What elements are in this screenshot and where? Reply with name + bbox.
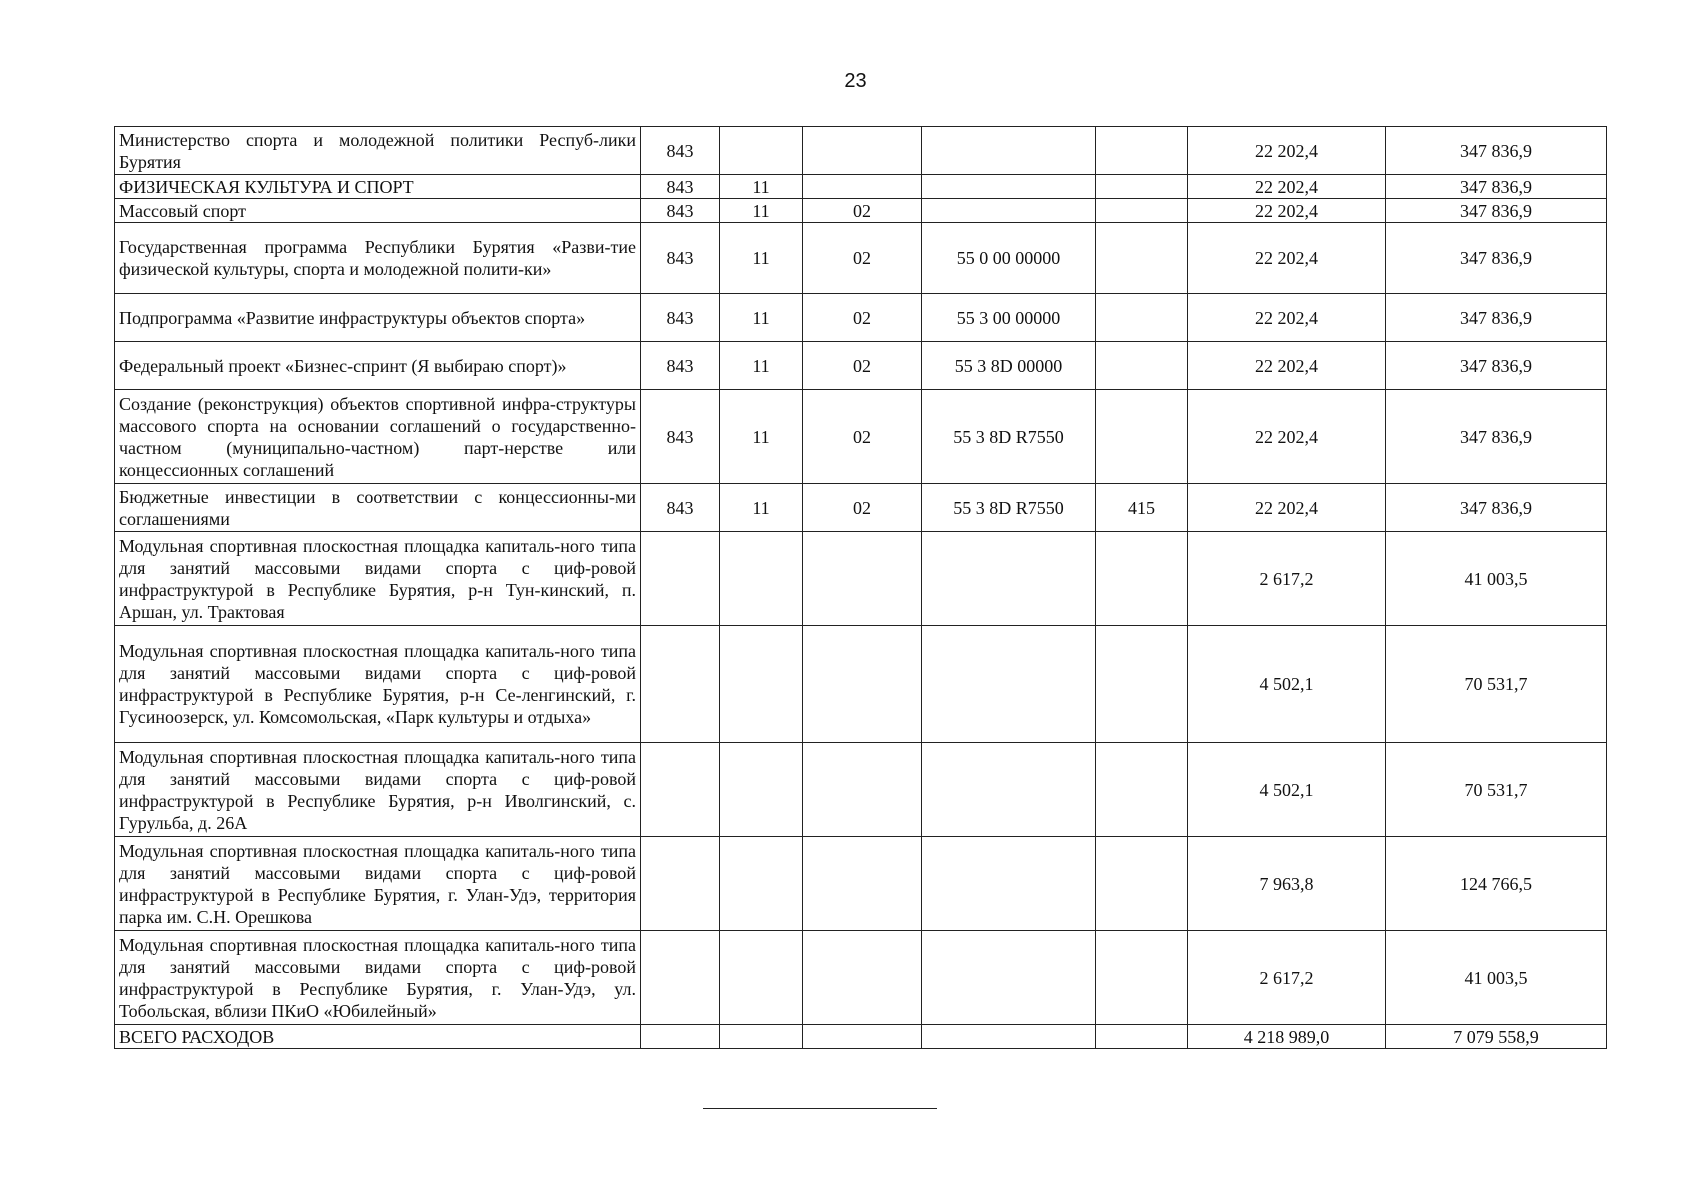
ministry-code: 843 xyxy=(641,199,720,223)
target-article-code: 55 3 8D R7550 xyxy=(922,484,1096,532)
expense-type-code xyxy=(1096,199,1188,223)
table-row xyxy=(115,342,1607,390)
target-article-code: 55 0 00 00000 xyxy=(922,223,1096,294)
row-name: Модульная спортивная плоскостная площадка капиталь-ного типа для занятий массовыми видами спорта с циф-ровой инфраструктурой в Республике Бурятия, р-н Тун-кинский, п. Аршан, ул. Трактовая xyxy=(115,532,641,626)
subsection-code: 02 xyxy=(803,484,922,532)
amount-1: 22 202,4 xyxy=(1188,127,1386,175)
ministry-code xyxy=(641,1025,720,1049)
expense-type-code xyxy=(1096,175,1188,199)
subsection-code xyxy=(803,127,922,175)
table-row xyxy=(115,484,1607,532)
subsection-code xyxy=(803,743,922,837)
expense-type-code xyxy=(1096,931,1188,1025)
target-article-code xyxy=(922,743,1096,837)
ministry-code xyxy=(641,837,720,931)
target-article-code xyxy=(922,931,1096,1025)
target-article-code xyxy=(922,837,1096,931)
amount-2: 347 836,9 xyxy=(1386,294,1607,342)
section-code: 11 xyxy=(720,175,803,199)
subsection-code xyxy=(803,626,922,743)
table-row xyxy=(115,294,1607,342)
expense-type-code xyxy=(1096,294,1188,342)
subsection-code: 02 xyxy=(803,223,922,294)
ministry-code: 843 xyxy=(641,294,720,342)
section-code: 11 xyxy=(720,199,803,223)
budget-table xyxy=(114,126,1607,1049)
table-row xyxy=(115,931,1607,1025)
row-name: Массовый спорт xyxy=(115,199,641,223)
expense-type-code xyxy=(1096,532,1188,626)
section-code xyxy=(720,532,803,626)
ministry-code xyxy=(641,743,720,837)
table-row xyxy=(115,223,1607,294)
section-code xyxy=(720,743,803,837)
target-article-code: 55 3 00 00000 xyxy=(922,294,1096,342)
table-row xyxy=(115,199,1607,223)
row-name: Модульная спортивная плоскостная площадка капиталь-ного типа для занятий массовыми видами спорта с циф-ровой инфраструктурой в Республике Бурятия, р-н Се-ленгинский, г. Гусиноозерск, ул. Комсомольская, «Парк культуры и отдыха» xyxy=(115,626,641,743)
subsection-code: 02 xyxy=(803,294,922,342)
amount-2: 347 836,9 xyxy=(1386,199,1607,223)
table-row xyxy=(115,743,1607,837)
footer-separator-line xyxy=(703,1108,937,1109)
amount-2: 41 003,5 xyxy=(1386,931,1607,1025)
ministry-code: 843 xyxy=(641,223,720,294)
subsection-code xyxy=(803,532,922,626)
subsection-code xyxy=(803,931,922,1025)
amount-2: 347 836,9 xyxy=(1386,390,1607,484)
table-row xyxy=(115,127,1607,175)
amount-1: 22 202,4 xyxy=(1188,175,1386,199)
expense-type-code xyxy=(1096,390,1188,484)
amount-2: 347 836,9 xyxy=(1386,127,1607,175)
amount-1: 2 617,2 xyxy=(1188,532,1386,626)
amount-1: 7 963,8 xyxy=(1188,837,1386,931)
row-name: Министерство спорта и молодежной политики Респуб-лики Бурятия xyxy=(115,127,641,175)
section-code: 11 xyxy=(720,390,803,484)
amount-2: 347 836,9 xyxy=(1386,175,1607,199)
row-name: Создание (реконструкция) объектов спортивной инфра-структуры массового спорта на основании соглашений о государственно-частном (муниципально-частном) парт-нерстве или концессионных соглашений xyxy=(115,390,641,484)
expense-type-code xyxy=(1096,743,1188,837)
target-article-code: 55 3 8D 00000 xyxy=(922,342,1096,390)
subsection-code xyxy=(803,837,922,931)
target-article-code xyxy=(922,127,1096,175)
ministry-code: 843 xyxy=(641,484,720,532)
expense-type-code xyxy=(1096,342,1188,390)
amount-1: 4 502,1 xyxy=(1188,626,1386,743)
target-article-code xyxy=(922,1025,1096,1049)
subsection-code: 02 xyxy=(803,199,922,223)
expense-type-code xyxy=(1096,127,1188,175)
section-code xyxy=(720,626,803,743)
table-row xyxy=(115,1025,1607,1049)
ministry-code: 843 xyxy=(641,390,720,484)
amount-2: 347 836,9 xyxy=(1386,223,1607,294)
row-name: ВСЕГО РАСХОДОВ xyxy=(115,1025,641,1049)
amount-1: 22 202,4 xyxy=(1188,199,1386,223)
amount-1: 22 202,4 xyxy=(1188,294,1386,342)
section-code xyxy=(720,127,803,175)
ministry-code xyxy=(641,626,720,743)
ministry-code: 843 xyxy=(641,342,720,390)
subsection-code xyxy=(803,1025,922,1049)
section-code: 11 xyxy=(720,223,803,294)
table-row xyxy=(115,837,1607,931)
subsection-code: 02 xyxy=(803,390,922,484)
ministry-code: 843 xyxy=(641,175,720,199)
target-article-code xyxy=(922,532,1096,626)
amount-2: 70 531,7 xyxy=(1386,626,1607,743)
row-name: Модульная спортивная плоскостная площадка капиталь-ного типа для занятий массовыми видами спорта с циф-ровой инфраструктурой в Республике Бурятия, г. Улан-Удэ, территория парка им. С.Н. Орешкова xyxy=(115,837,641,931)
table-row xyxy=(115,390,1607,484)
amount-1: 22 202,4 xyxy=(1188,390,1386,484)
amount-1: 22 202,4 xyxy=(1188,342,1386,390)
amount-1: 22 202,4 xyxy=(1188,223,1386,294)
table-row xyxy=(115,626,1607,743)
expense-type-code: 415 xyxy=(1096,484,1188,532)
amount-2: 347 836,9 xyxy=(1386,484,1607,532)
section-code xyxy=(720,931,803,1025)
amount-1: 22 202,4 xyxy=(1188,484,1386,532)
row-name: Федеральный проект «Бизнес-спринт (Я выбираю спорт)» xyxy=(115,342,641,390)
table-row xyxy=(115,532,1607,626)
subsection-code xyxy=(803,175,922,199)
subsection-code: 02 xyxy=(803,342,922,390)
amount-2: 70 531,7 xyxy=(1386,743,1607,837)
row-name: ФИЗИЧЕСКАЯ КУЛЬТУРА И СПОРТ xyxy=(115,175,641,199)
row-name: Бюджетные инвестиции в соответствии с концессионны-ми соглашениями xyxy=(115,484,641,532)
expense-type-code xyxy=(1096,1025,1188,1049)
row-name: Подпрограмма «Развитие инфраструктуры объектов спорта» xyxy=(115,294,641,342)
target-article-code xyxy=(922,199,1096,223)
amount-2: 7 079 558,9 xyxy=(1386,1025,1607,1049)
section-code: 11 xyxy=(720,484,803,532)
target-article-code: 55 3 8D R7550 xyxy=(922,390,1096,484)
ministry-code xyxy=(641,931,720,1025)
amount-2: 41 003,5 xyxy=(1386,532,1607,626)
section-code: 11 xyxy=(720,294,803,342)
expense-type-code xyxy=(1096,223,1188,294)
amount-2: 347 836,9 xyxy=(1386,342,1607,390)
section-code: 11 xyxy=(720,342,803,390)
target-article-code xyxy=(922,626,1096,743)
row-name: Государственная программа Республики Бурятия «Разви-тие физической культуры, спорта и молодежной полити-ки» xyxy=(115,223,641,294)
ministry-code xyxy=(641,532,720,626)
section-code xyxy=(720,837,803,931)
section-code xyxy=(720,1025,803,1049)
amount-1: 4 502,1 xyxy=(1188,743,1386,837)
page-number: 23 xyxy=(844,70,867,92)
amount-2: 124 766,5 xyxy=(1386,837,1607,931)
amount-1: 2 617,2 xyxy=(1188,931,1386,1025)
target-article-code xyxy=(922,175,1096,199)
expense-type-code xyxy=(1096,837,1188,931)
ministry-code: 843 xyxy=(641,127,720,175)
expense-type-code xyxy=(1096,626,1188,743)
amount-1: 4 218 989,0 xyxy=(1188,1025,1386,1049)
table-row xyxy=(115,175,1607,199)
row-name: Модульная спортивная плоскостная площадка капиталь-ного типа для занятий массовыми видами спорта с циф-ровой инфраструктурой в Республике Бурятия, г. Улан-Удэ, ул. Тобольская, вблизи ПКиО «Юбилейный» xyxy=(115,931,641,1025)
row-name: Модульная спортивная плоскостная площадка капиталь-ного типа для занятий массовыми видами спорта с циф-ровой инфраструктурой в Республике Бурятия, р-н Иволгинский, с. Гурульба, д. 26А xyxy=(115,743,641,837)
